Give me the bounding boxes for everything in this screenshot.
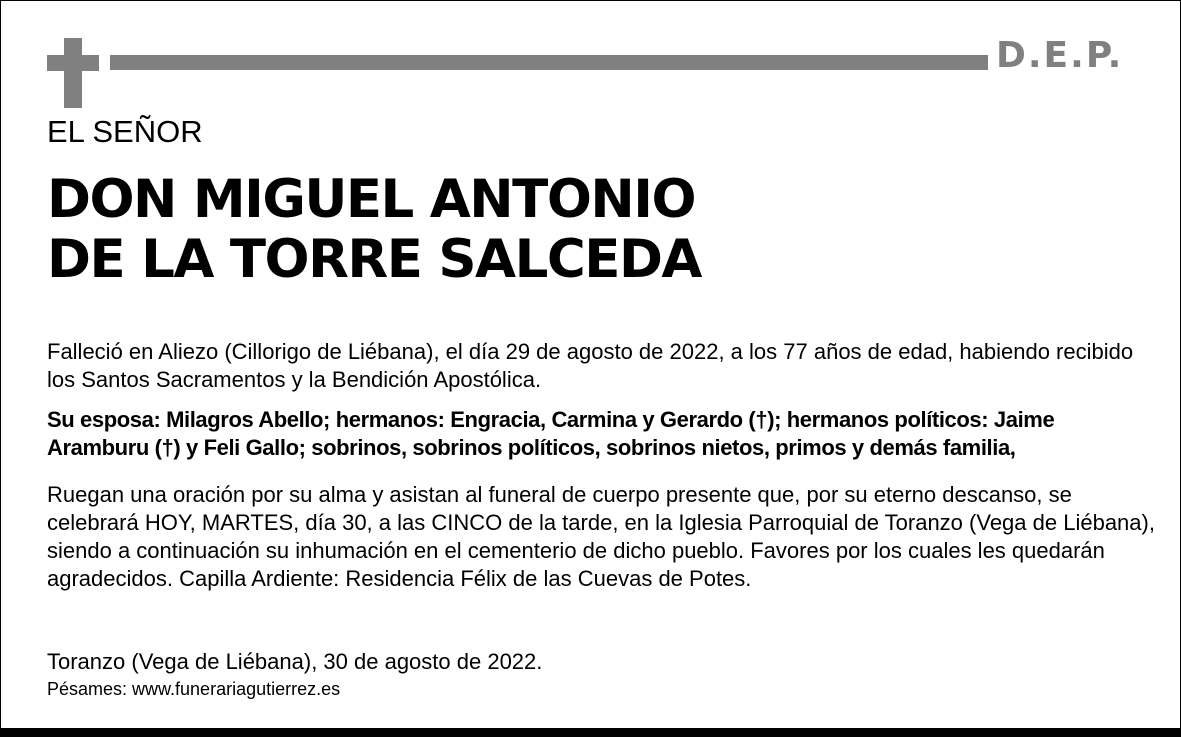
honorific: EL SEÑOR — [47, 114, 203, 149]
funeral-paragraph: Ruegan una oración por su alma y asistan al funeral de cuerpo presente que, por su eterno descanso, se celebrará HOY, MARTES, día 30, a las CINCO de la tarde, en la Iglesia Parroquial de Toranzo (Vega de Liébana), siendo a continuación su inhumación en el cementerio de dicho pueblo. Favores por los cuales les quedarán agradecidos. Capilla Ardiente: Residencia Félix de las Cuevas de Potes. — [47, 482, 1155, 591]
deceased-name-line-1: DON MIGUEL ANTONIO — [47, 169, 695, 230]
death-notice-paragraph: Falleció en Aliezo (Cillorigo de Liébana), el día 29 de agosto de 2022, a los 77 años de edad, habiendo recibido los Santos Sacramentos y la Bendición Apostólica. — [47, 339, 1134, 392]
deceased-name-line-2: DE LA TORRE SALCEDA — [47, 229, 701, 290]
dep-label: D.E.P. — [996, 35, 1124, 76]
bottom-rule — [0, 728, 1181, 737]
cross-vertical-bar — [64, 38, 82, 108]
condolences-line: Pésames: www.funerariagutierrez.es — [47, 679, 341, 699]
deceased-name — [47, 170, 701, 290]
cross-icon — [47, 38, 99, 108]
place-date: Toranzo (Vega de Liébana), 30 de agosto de 2022. — [47, 649, 543, 674]
family-paragraph: Su esposa: Milagros Abello; hermanos: Engracia, Carmina y Gerardo (†); hermanos políticos: Jaime Aramburu (†) y Feli Gallo; sobrinos, sobrinos políticos, sobrinos nietos, primos y demás familia, — [47, 407, 1055, 460]
cross-horizontal-bar — [47, 55, 99, 71]
header-rule — [110, 55, 988, 70]
